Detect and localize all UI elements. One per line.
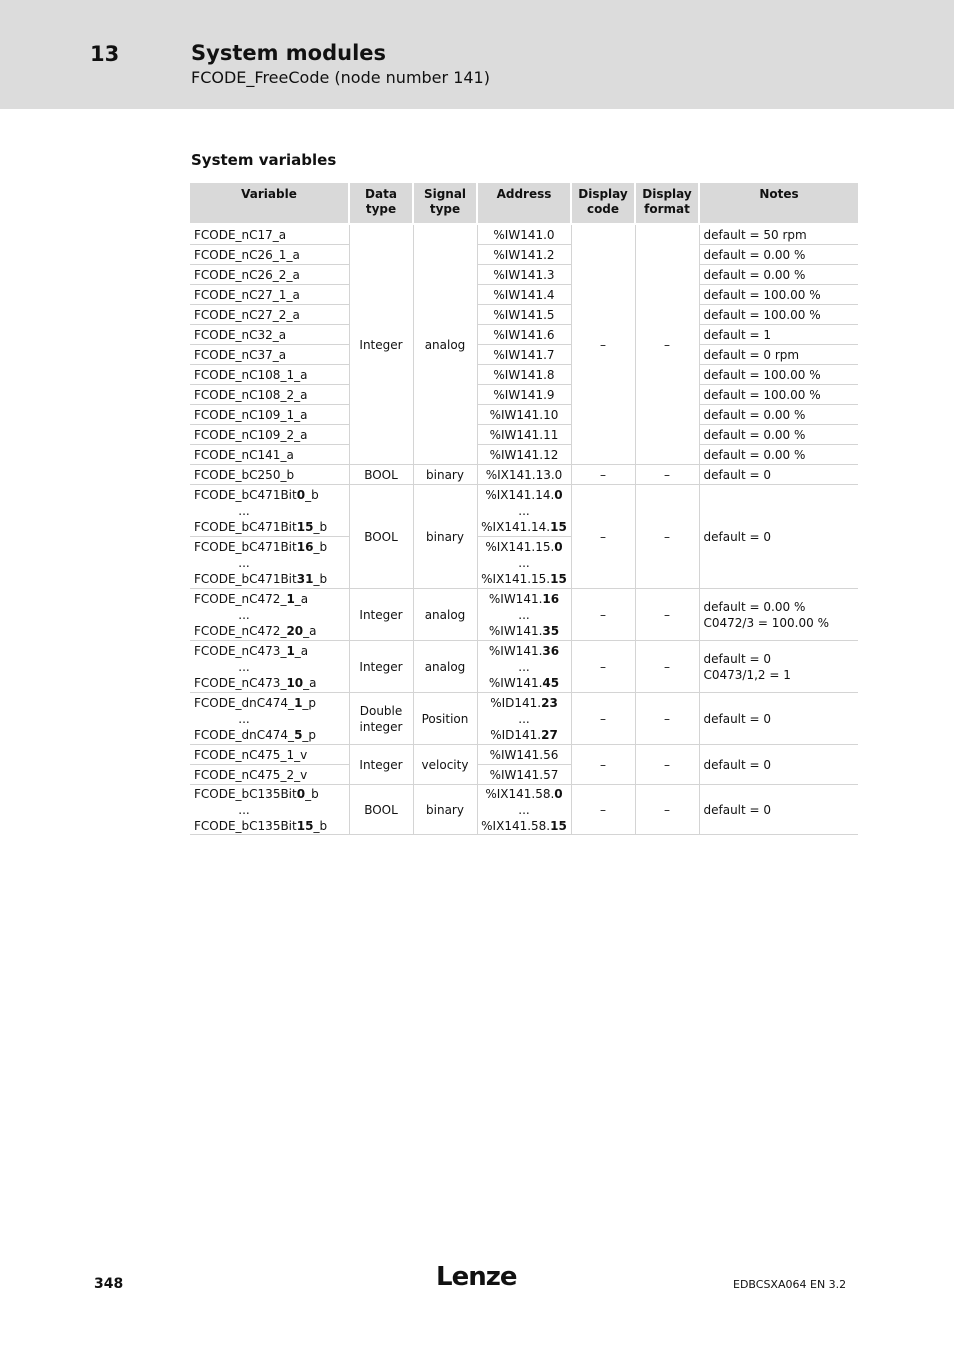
chapter-subtitle: FCODE_FreeCode (node number 141) <box>191 68 490 87</box>
variable-cell: FCODE_nC475_2_v <box>190 765 349 785</box>
data-type-cell: Double integer <box>349 693 413 745</box>
table-row <box>190 385 858 405</box>
notes-cell: default = 0.00 % <box>699 245 858 265</box>
variable-cell: FCODE_nC27_2_a <box>190 305 349 325</box>
address-cell: %IW141.8 <box>477 365 571 385</box>
address-cell: %IW141.9 <box>477 385 571 405</box>
table-row <box>190 245 858 265</box>
variable-cell: FCODE_nC475_1_v <box>190 745 349 765</box>
display-format-cell: – <box>635 485 699 589</box>
display-code-cell: – <box>571 224 635 465</box>
data-type-cell: BOOL <box>349 485 413 589</box>
header-variable: Variable <box>190 183 349 224</box>
table-row <box>190 265 858 285</box>
table-row <box>190 745 858 765</box>
table-row <box>190 285 858 305</box>
page-number: 348 <box>94 1276 124 1292</box>
display-code-cell: – <box>571 485 635 589</box>
data-type-cell: BOOL <box>349 465 413 485</box>
variable-cell: FCODE_bC135Bit0_b ... FCODE_bC135Bit15_b <box>190 785 349 835</box>
notes-cell: default = 0.00 % <box>699 405 858 425</box>
lenze-logo: Lenze <box>436 1262 517 1292</box>
header-display-code: Display code <box>571 183 635 224</box>
header-data-type: Data type <box>349 183 413 224</box>
table-row <box>190 224 858 245</box>
notes-cell: default = 0 <box>699 693 858 745</box>
address-cell: %IW141.11 <box>477 425 571 445</box>
table-row <box>190 325 858 345</box>
variable-cell: FCODE_nC108_1_a <box>190 365 349 385</box>
data-type-cell: Integer <box>349 745 413 785</box>
table-row <box>190 445 858 465</box>
variable-cell: FCODE_nC141_a <box>190 445 349 465</box>
display-code-cell: – <box>571 589 635 641</box>
section-title: System variables <box>191 151 337 169</box>
display-code-cell: – <box>571 641 635 693</box>
table-row <box>190 305 858 325</box>
page-header <box>0 0 954 109</box>
variable-cell: FCODE_nC109_2_a <box>190 425 349 445</box>
table-row <box>190 589 858 641</box>
notes-cell: default = 0.00 % <box>699 265 858 285</box>
header-display-format: Display format <box>635 183 699 224</box>
notes-cell: default = 0.00 % <box>699 445 858 465</box>
variable-cell: FCODE_nC37_a <box>190 345 349 365</box>
table-row <box>190 785 858 835</box>
address-cell: %IW141.4 <box>477 285 571 305</box>
display-code-cell: – <box>571 785 635 835</box>
header-signal-type: Signal type <box>413 183 477 224</box>
signal-type-cell: analog <box>413 224 477 465</box>
display-format-cell: – <box>635 745 699 785</box>
notes-cell: default = 1 <box>699 325 858 345</box>
variable-cell: FCODE_dnC474_1_p ... FCODE_dnC474_5_p <box>190 693 349 745</box>
variable-cell: FCODE_nC109_1_a <box>190 405 349 425</box>
address-cell: %IW141.36 ... %IW141.45 <box>477 641 571 693</box>
address-cell: %IX141.13.0 <box>477 465 571 485</box>
notes-cell: default = 0.00 % C0472/3 = 100.00 % <box>699 589 858 641</box>
address-cell: %IW141.3 <box>477 265 571 285</box>
variable-cell: FCODE_nC108_2_a <box>190 385 349 405</box>
notes-cell: default = 0 <box>699 785 858 835</box>
system-variables-table <box>190 183 858 835</box>
address-cell: %IW141.7 <box>477 345 571 365</box>
display-format-cell: – <box>635 693 699 745</box>
chapter-number: 13 <box>90 42 120 66</box>
display-format-cell: – <box>635 641 699 693</box>
address-cell: %ID141.23 ... %ID141.27 <box>477 693 571 745</box>
variable-cell: FCODE_nC27_1_a <box>190 285 349 305</box>
table-row <box>190 365 858 385</box>
notes-cell: default = 0 <box>699 485 858 589</box>
variable-cell: FCODE_nC32_a <box>190 325 349 345</box>
document-id: EDBCSXA064 EN 3.2 <box>733 1278 847 1291</box>
notes-cell: default = 0 C0473/1,2 = 1 <box>699 641 858 693</box>
table-row <box>190 405 858 425</box>
display-format-cell: – <box>635 465 699 485</box>
notes-cell: default = 50 rpm <box>699 224 858 245</box>
table-row <box>190 485 858 537</box>
variable-cell: FCODE_nC26_2_a <box>190 265 349 285</box>
signal-type-cell: binary <box>413 785 477 835</box>
signal-type-cell: analog <box>413 641 477 693</box>
address-cell: %IW141.2 <box>477 245 571 265</box>
address-cell: %IW141.10 <box>477 405 571 425</box>
display-format-cell: – <box>635 224 699 465</box>
variable-cell: FCODE_nC17_a <box>190 224 349 245</box>
notes-cell: default = 0.00 % <box>699 425 858 445</box>
address-cell: %IW141.0 <box>477 224 571 245</box>
signal-type-cell: velocity <box>413 745 477 785</box>
address-cell: %IW141.16 ... %IW141.35 <box>477 589 571 641</box>
data-type-cell: Integer <box>349 641 413 693</box>
variable-cell: FCODE_bC471Bit0_b ... FCODE_bC471Bit15_b <box>190 485 349 537</box>
table-row <box>190 465 858 485</box>
address-cell: %IX141.14.0 ... %IX141.14.15 <box>477 485 571 537</box>
notes-cell: default = 100.00 % <box>699 385 858 405</box>
header-address: Address <box>477 183 571 224</box>
chapter-title: System modules <box>191 41 387 65</box>
address-cell: %IW141.6 <box>477 325 571 345</box>
signal-type-cell: analog <box>413 589 477 641</box>
variable-cell: FCODE_nC472_1_a ... FCODE_nC472_20_a <box>190 589 349 641</box>
display-format-cell: – <box>635 589 699 641</box>
address-cell: %IW141.57 <box>477 765 571 785</box>
signal-type-cell: Position <box>413 693 477 745</box>
table-row <box>190 425 858 445</box>
signal-type-cell: binary <box>413 465 477 485</box>
data-type-cell: Integer <box>349 224 413 465</box>
notes-cell: default = 0 rpm <box>699 345 858 365</box>
variable-cell: FCODE_bC250_b <box>190 465 349 485</box>
address-cell: %IW141.12 <box>477 445 571 465</box>
display-code-cell: – <box>571 465 635 485</box>
notes-cell: default = 0 <box>699 465 858 485</box>
signal-type-cell: binary <box>413 485 477 589</box>
notes-cell: default = 0 <box>699 745 858 785</box>
variable-cell: FCODE_nC26_1_a <box>190 245 349 265</box>
notes-cell: default = 100.00 % <box>699 305 858 325</box>
table-row <box>190 693 858 745</box>
table-header-row <box>190 183 858 224</box>
display-format-cell: – <box>635 785 699 835</box>
variable-cell: FCODE_nC473_1_a ... FCODE_nC473_10_a <box>190 641 349 693</box>
header-notes: Notes <box>699 183 858 224</box>
address-cell: %IW141.5 <box>477 305 571 325</box>
address-cell: %IX141.58.0 ... %IX141.58.15 <box>477 785 571 835</box>
address-cell: %IW141.56 <box>477 745 571 765</box>
variable-cell: FCODE_bC471Bit16_b ... FCODE_bC471Bit31_b <box>190 537 349 589</box>
table-row <box>190 641 858 693</box>
display-code-cell: – <box>571 693 635 745</box>
data-type-cell: Integer <box>349 589 413 641</box>
data-type-cell: BOOL <box>349 785 413 835</box>
display-code-cell: – <box>571 745 635 785</box>
notes-cell: default = 100.00 % <box>699 285 858 305</box>
notes-cell: default = 100.00 % <box>699 365 858 385</box>
table-row <box>190 345 858 365</box>
address-cell: %IX141.15.0 ... %IX141.15.15 <box>477 537 571 589</box>
